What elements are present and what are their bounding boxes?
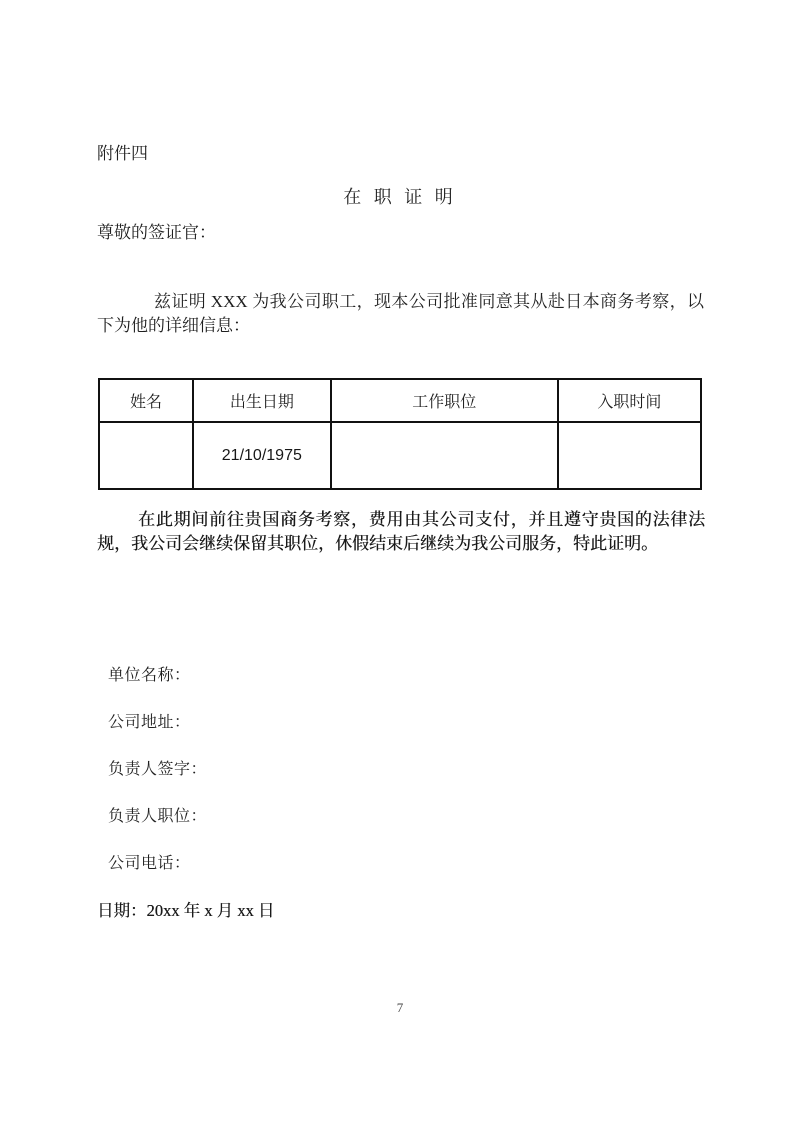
table-header-position: 工作职位 [331,379,558,422]
cell-birthdate: 21/10/1975 [193,422,331,489]
field-company-name-label: 单位名称： [108,667,191,684]
cell-name [99,422,193,489]
date-line: 日期：20xx 年 x 月 xx 日 [97,901,275,920]
field-company-phone-label: 公司电话： [108,855,191,872]
body-paragraph: 在此期间前往贵国商务考察，费用由其公司支付，并且遵守贵国的法律法规，我公司会继续保留其职位，休假结束后继续为我公司服务，特此证明。 [97,510,705,553]
employment-info-table [98,378,702,490]
cell-position [331,422,558,489]
fill-in-fields [108,667,207,902]
salutation-line: 尊敬的签证官： [97,223,216,242]
attachment-label: 附件四 [97,144,148,163]
intro-paragraph: 兹证明 XXX 为我公司职工，现本公司批准同意其从赴日本商务考察，以下为他的详细信息： [97,292,704,335]
table-header-birthdate: 出生日期 [193,379,331,422]
cell-hire-date [558,422,701,489]
table-row [99,422,701,489]
field-responsible-position-label: 负责人职位： [108,808,208,825]
table-header-hire-date: 入职时间 [558,379,701,422]
table-header-row [99,379,701,422]
document-title: 在 职 证 明 [343,187,457,207]
field-signature-label: 负责人签字： [108,761,208,778]
page-number: 7 [396,1000,404,1015]
table-header-name: 姓名 [99,379,193,422]
field-company-address-label: 公司地址： [108,714,191,731]
